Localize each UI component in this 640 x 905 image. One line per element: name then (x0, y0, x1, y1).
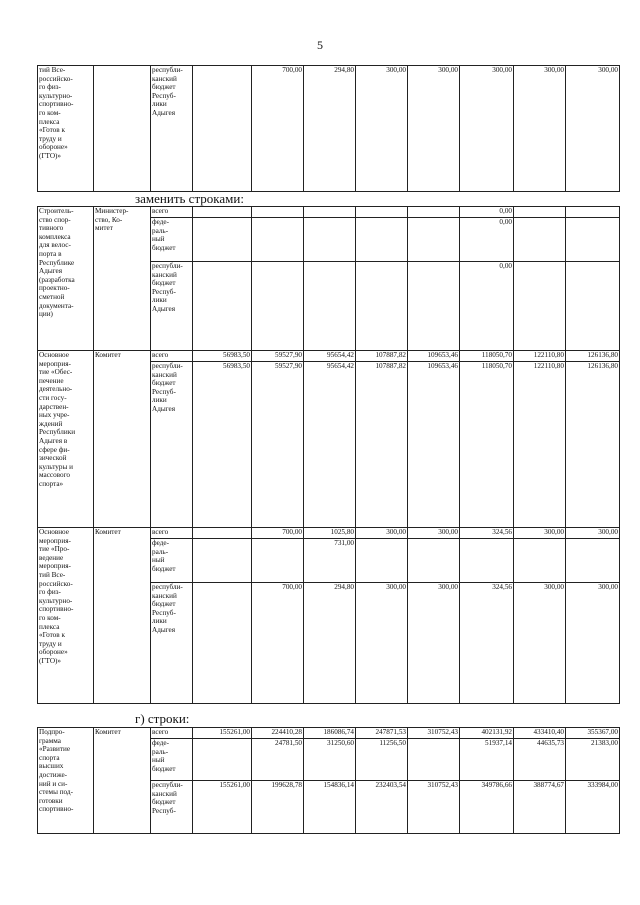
value-cell: 349786,66 (460, 781, 514, 834)
funding-source-cell: республи- канский бюджет Респуб- лики Адыгея (151, 262, 193, 351)
value-cell: 300,00 (514, 583, 566, 704)
value-cell: 433410,40 (514, 728, 566, 739)
value-cell: 300,00 (408, 583, 460, 704)
funding-source-cell: феде- раль- ный бюджет (151, 739, 193, 781)
value-cell: 118050,70 (460, 351, 514, 362)
table-row (38, 351, 620, 362)
executor-cell (94, 66, 151, 192)
value-cell: 402131,92 (460, 728, 514, 739)
value-cell: 232403,54 (356, 781, 408, 834)
funding-source-cell: всего (151, 728, 193, 739)
table-row (38, 66, 620, 192)
value-cell: 11256,50 (356, 739, 408, 781)
table-continuation (37, 65, 620, 192)
value-cell: 0,00 (460, 262, 514, 351)
table-row (38, 207, 620, 218)
value-cell: 1025,80 (304, 528, 356, 539)
value-cell: 155261,00 (193, 781, 252, 834)
value-cell: 300,00 (514, 66, 566, 192)
funding-source-cell: феде- раль- ный бюджет (151, 218, 193, 262)
value-cell: 51937,14 (460, 739, 514, 781)
value-cell: 107887,82 (356, 351, 408, 362)
value-cell: 731,00 (304, 539, 356, 583)
value-cell: 324,56 (460, 583, 514, 704)
value-cell: 310752,43 (408, 781, 460, 834)
value-cell: 122110,80 (514, 351, 566, 362)
executor-cell: Комитет (94, 528, 151, 704)
value-cell: 95654,42 (304, 351, 356, 362)
value-cell: 107887,82 (356, 362, 408, 528)
executor-cell: Комитет (94, 728, 151, 834)
value-cell (193, 66, 252, 192)
funding-source-cell: республи- канский бюджет Респуб- лики Адыгея (151, 362, 193, 528)
value-cell: 300,00 (566, 583, 620, 704)
value-cell: 154836,14 (304, 781, 356, 834)
value-cell: 700,00 (252, 66, 304, 192)
value-cell: 300,00 (356, 66, 408, 192)
value-cell: 300,00 (566, 66, 620, 192)
event-name-cell: Основное мероприя- тие «Про- ведение мероприя- тий Все- российско- го физ- культурно- спортивно- го ком- плекса «Готов к труду и обороне» (ГТО)» (38, 528, 94, 704)
value-cell: 186086,74 (304, 728, 356, 739)
event-name-cell: тий Все- российско- го физ- культурно- спортивно- го ком- плекса «Готов к труду и обороне» (ГТО)» (38, 66, 94, 192)
value-cell: 300,00 (408, 528, 460, 539)
value-cell: 155261,00 (193, 728, 252, 739)
value-cell: 700,00 (252, 583, 304, 704)
funding-source-cell: всего (151, 207, 193, 218)
value-cell: 300,00 (356, 583, 408, 704)
value-cell: 0,00 (460, 218, 514, 262)
value-cell (408, 739, 460, 781)
value-cell: 333984,00 (566, 781, 620, 834)
value-cell: 355367,00 (566, 728, 620, 739)
value-cell: 224410,28 (252, 728, 304, 739)
event-name-cell: Строитель- ство спор- тивного комплекса для велос- порта в Республике Адыгея (разработка проектно- сметной документа- ции) (38, 207, 94, 351)
table-replacement-rows (37, 206, 620, 704)
value-cell: 95654,42 (304, 362, 356, 528)
value-cell: 118050,70 (460, 362, 514, 528)
value-cell: 44635,73 (514, 739, 566, 781)
g-rows-heading: г) строки: (135, 711, 190, 726)
funding-source-cell: республи- канский бюджет Респуб- (151, 781, 193, 834)
table-row (38, 728, 620, 739)
executor-cell: Министер- ство, Ко- митет (94, 207, 151, 351)
funding-source-cell: республи- канский бюджет Респуб- лики Адыгея (151, 583, 193, 704)
value-cell: 300,00 (460, 66, 514, 192)
event-name-cell: Основное мероприя- тие «Обес- печение деятельно- сти госу- дарствен- ных учре- ждений Республики Адыгея в сфере фи- зической культуры и массового спорта» (38, 351, 94, 528)
value-cell: 294,80 (304, 66, 356, 192)
value-cell: 59527,90 (252, 351, 304, 362)
value-cell: 122110,80 (514, 362, 566, 528)
value-cell: 388774,67 (514, 781, 566, 834)
value-cell: 31250,60 (304, 739, 356, 781)
value-cell: 700,00 (252, 528, 304, 539)
funding-source-cell: всего (151, 351, 193, 362)
table-row (38, 528, 620, 539)
value-cell: 109653,46 (408, 362, 460, 528)
value-cell: 126136,80 (566, 362, 620, 528)
page-number: 5 (317, 38, 323, 52)
value-cell: 126136,80 (566, 351, 620, 362)
value-cell: 56983,50 (193, 351, 252, 362)
value-cell: 59527,90 (252, 362, 304, 528)
value-cell: 56983,50 (193, 362, 252, 528)
value-cell: 21383,00 (566, 739, 620, 781)
value-cell: 199628,78 (252, 781, 304, 834)
value-cell: 300,00 (356, 528, 408, 539)
executor-cell: Комитет (94, 351, 151, 528)
value-cell: 24781,50 (252, 739, 304, 781)
value-cell: 247871,53 (356, 728, 408, 739)
funding-source-cell: всего (151, 528, 193, 539)
value-cell: 300,00 (514, 528, 566, 539)
event-name-cell: Подпро- грамма «Развитие спорта высших достиже- ний и си- стемы под- готовки спортивно- (38, 728, 94, 834)
value-cell: 300,00 (566, 528, 620, 539)
funding-source-cell: республи- канский бюджет Респуб- лики Адыгея (151, 66, 193, 192)
value-cell: 324,56 (460, 528, 514, 539)
replace-with-heading: заменить строками: (135, 191, 244, 206)
value-cell: 0,00 (460, 207, 514, 218)
value-cell: 310752,43 (408, 728, 460, 739)
value-cell: 300,00 (408, 66, 460, 192)
value-cell: 294,80 (304, 583, 356, 704)
table-subprogram (37, 727, 620, 834)
value-cell: 109653,46 (408, 351, 460, 362)
funding-source-cell: феде- раль- ный бюджет (151, 539, 193, 583)
